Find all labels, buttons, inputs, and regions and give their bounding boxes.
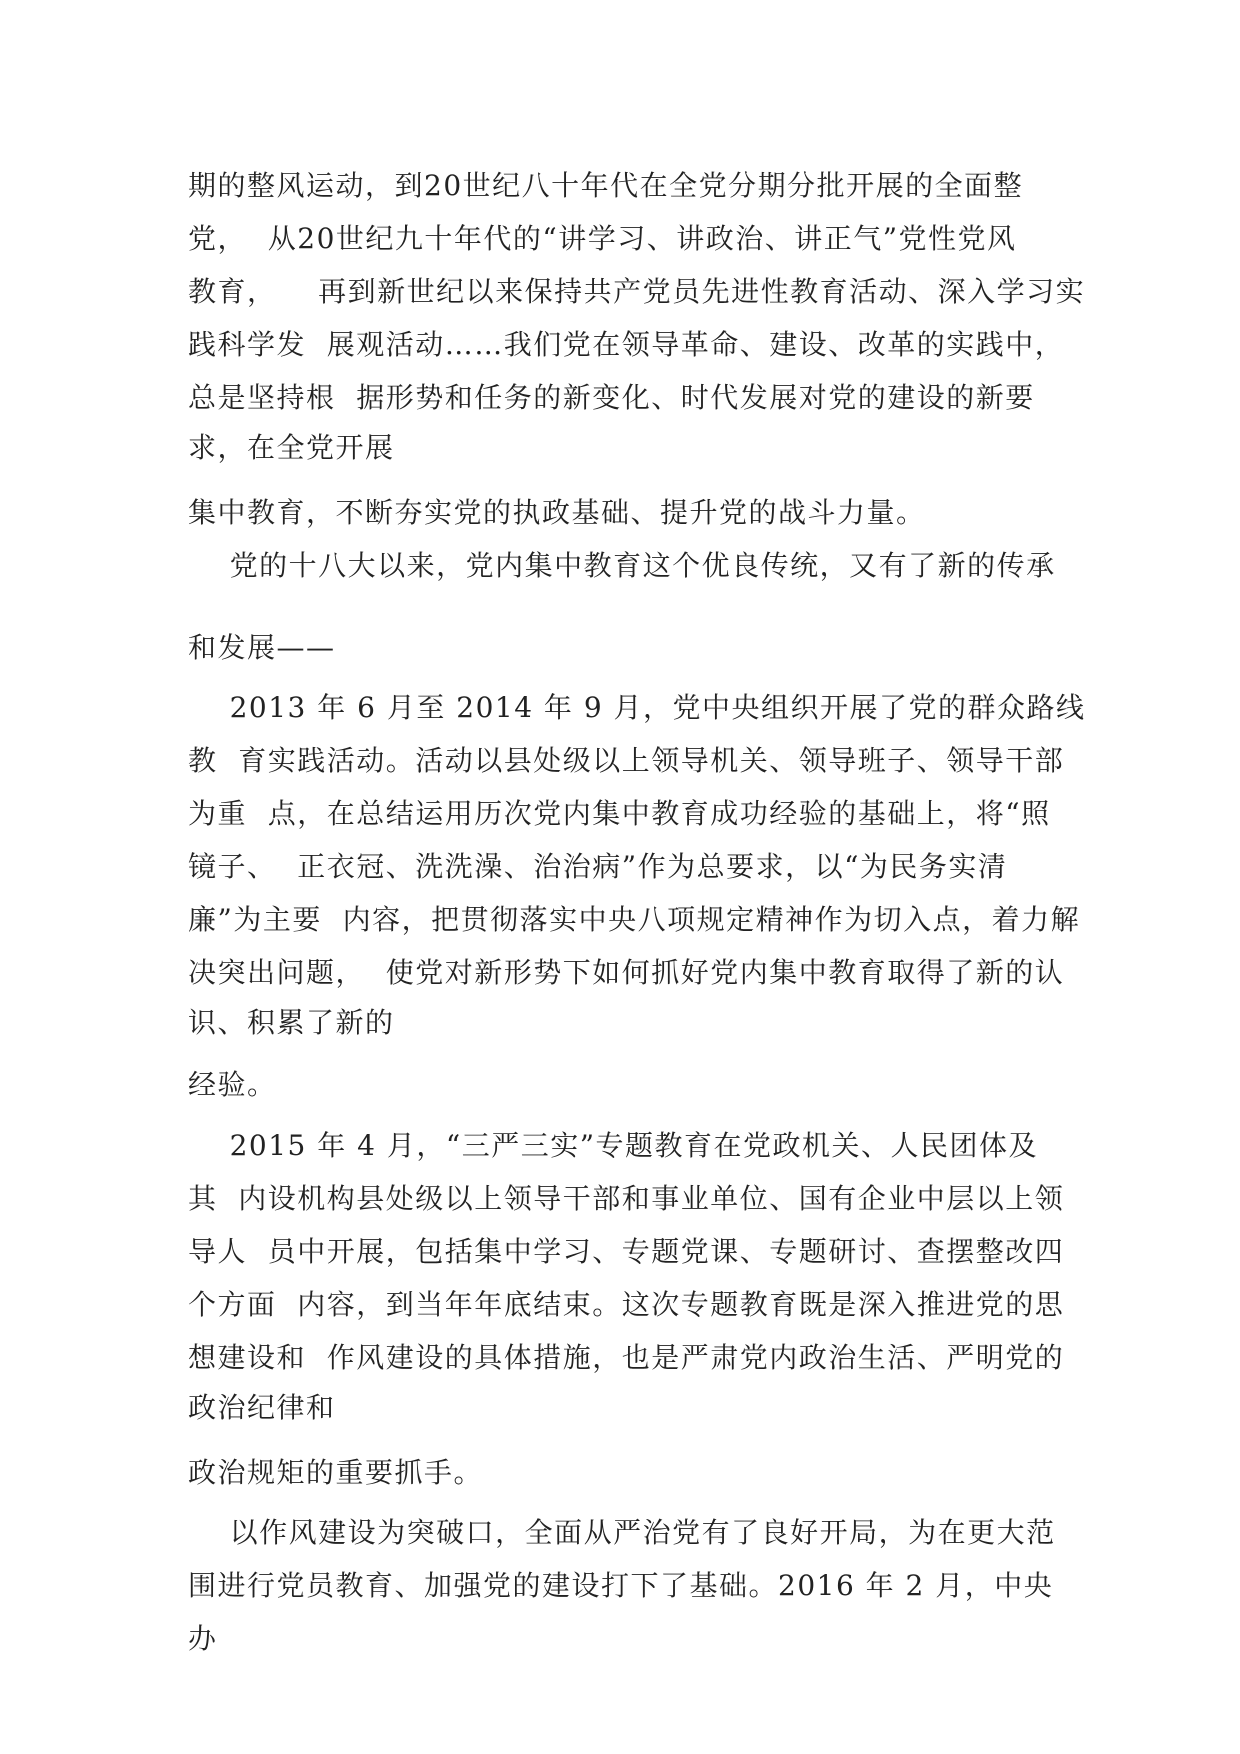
text-line: 经验。 xyxy=(188,1068,277,1101)
text-line: 镜子、 正衣冠、洗洗澡、治治病”作为总要求，以“为民务实清 xyxy=(188,850,1008,883)
text-line: 决突出问题， 使党对新形势下如何抓好党内集中教育取得了新的认 xyxy=(188,956,1065,989)
text-line: 围进行党员教育、加强党的建设打下了基础。2016 年 2 月，中央 xyxy=(188,1569,1054,1602)
text-line: 践科学发 展观活动……我们党在领导革命、建设、改革的实践中， xyxy=(188,328,1065,361)
text-line: 和发展—— xyxy=(188,631,336,664)
text-line: 教育， 再到新世纪以来保持共产党员先进性教育活动、深入学习实 xyxy=(188,275,1086,308)
text-line: 求，在全党开展 xyxy=(188,431,395,464)
text-line: 期的整风运动，到20世纪八十年代在全党分期分批开展的全面整 xyxy=(188,169,1024,202)
text-line: 总是坚持根 据形势和任务的新变化、时代发展对党的建设的新要 xyxy=(188,381,1035,414)
text-line: 集中教育，不断夯实党的执政基础、提升党的战斗力量。 xyxy=(188,496,926,529)
text-line: 2013 年 6 月至 2014 年 9 月，党中央组织开展了党的群众路线 xyxy=(188,691,1086,724)
text-line: 党的十八大以来，党内集中教育这个优良传统，又有了新的传承 xyxy=(188,549,1056,582)
text-line: 2015 年 4 月，“三严三实”专题教育在党政机关、人民团体及 xyxy=(188,1129,1039,1162)
text-line: 导人 员中开展，包括集中学习、专题党课、专题研讨、查摆整改四 xyxy=(188,1235,1065,1268)
text-line: 想建设和 作风建设的具体措施，也是严肃党内政治生活、严明党的 xyxy=(188,1341,1065,1374)
text-line: 识、积累了新的 xyxy=(188,1006,395,1039)
text-line: 党， 从20世纪九十年代的“讲学习、讲政治、讲正气”党性党风 xyxy=(188,222,1017,255)
text-line: 政治规矩的重要抓手。 xyxy=(188,1456,484,1489)
text-line: 其 内设机构县处级以上领导干部和事业单位、国有企业中层以上领 xyxy=(188,1182,1065,1215)
text-line: 以作风建设为突破口，全面从严治党有了良好开局，为在更大范 xyxy=(188,1516,1056,1549)
text-line: 政治纪律和 xyxy=(188,1391,336,1424)
text-line: 为重 点，在总结运用历次党内集中教育成功经验的基础上，将“照 xyxy=(188,797,1051,830)
text-line: 教 育实践活动。活动以县处级以上领导机关、领导班子、领导干部 xyxy=(188,744,1065,777)
text-line: 个方面 内容，到当年年底结束。这次专题教育既是深入推进党的思 xyxy=(188,1288,1065,1321)
text-line: 廉”为主要 内容，把贯彻落实中央八项规定精神作为切入点，着力解 xyxy=(188,903,1081,936)
text-line: 办 xyxy=(188,1622,218,1655)
